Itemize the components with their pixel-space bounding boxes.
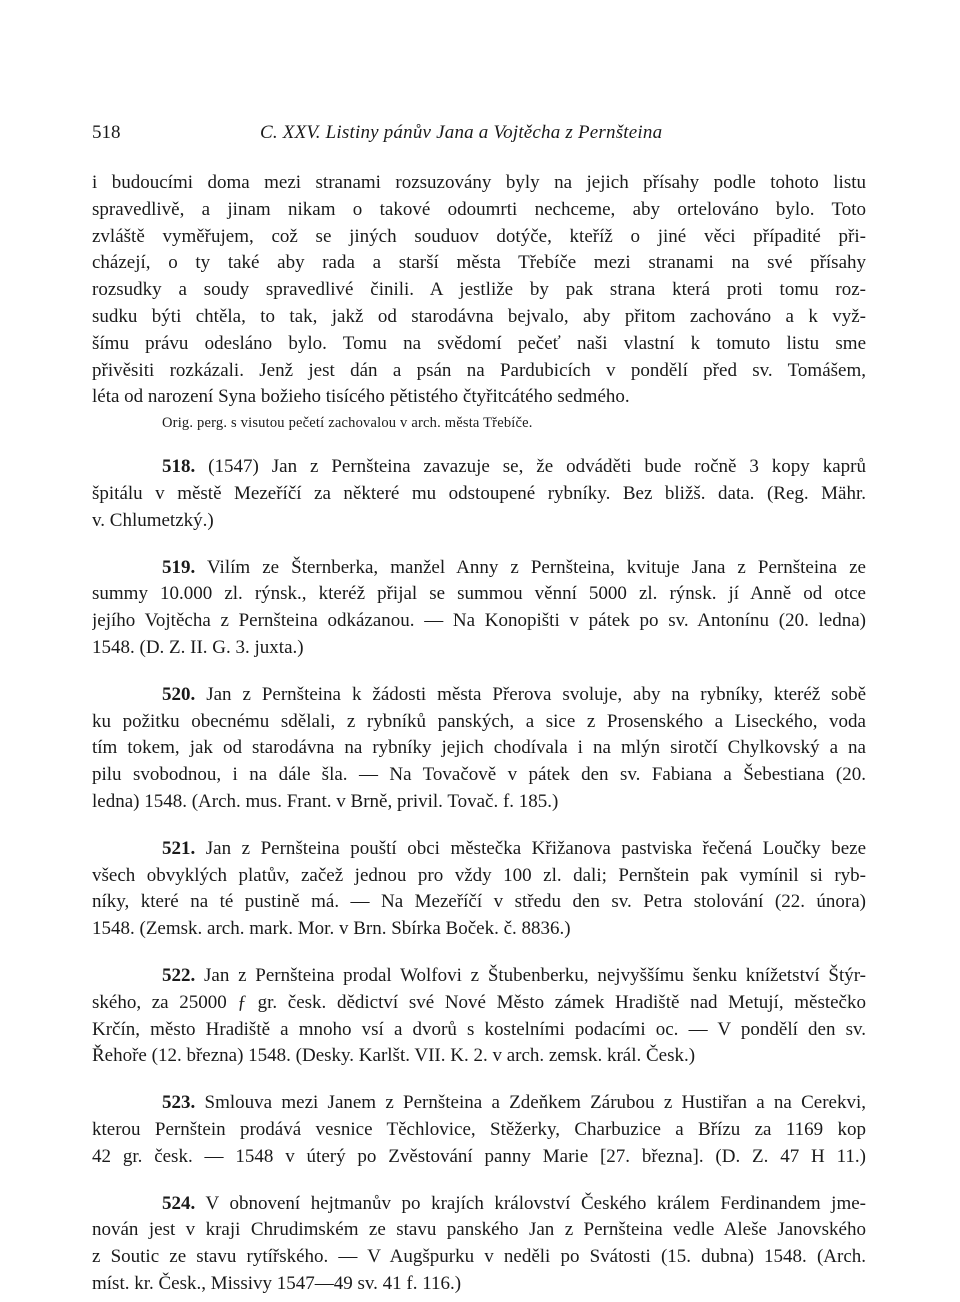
- entry-521: [92, 836, 866, 943]
- text-line: 42 gr. česk. — 1548 v úterý po Zvěstování panny Marie [27. března]. (D. Z. 47 H 11.): [92, 1145, 866, 1167]
- text-line: [92, 682, 866, 709]
- text-line: tím tokem, jak od starodávna na rybníky jejich chodívala i na mlýn sirotčí Chylkovský a na: [92, 737, 866, 759]
- text-line: pilu svobodnou, i na dále šla. — Na Tovačově v pátek den sv. Fabiana a Šebestiana (20.: [92, 764, 866, 786]
- text-line: Krčín, město Hradiště a mnoho vsí a dvorů s kostelními podacími oc. — V pondělí den sv.: [92, 1018, 866, 1040]
- text-line: [92, 836, 866, 863]
- text-line-content: Vilím ze Šternberka, manžel Anny z Pernšteina, kvituje Jana z Pernšteina ze: [206, 556, 866, 578]
- text-line: 1548. (Zemsk. arch. mark. Mor. v Brn. Sbírka Boček. č. 8836.): [92, 918, 571, 940]
- text-line: kterou Pernštein prodává vesnice Těchlovice, Stěžerky, Charbuzice a Břízu za 1169 kop: [92, 1118, 866, 1140]
- running-title: C. XXV. Listiny pánův Jana a Vojtěcha z Pernšteina: [260, 122, 663, 143]
- entry-number: 521.: [162, 837, 196, 859]
- text-line-content: Jan z Pernšteina pouští obci městečka Křižanova pastviska řečená Loučky beze: [205, 837, 866, 859]
- entry-number: 523.: [162, 1092, 196, 1114]
- text-line: [92, 1090, 866, 1117]
- text-line: ku požitku obecnému sdělali, z rybníků panských, a sice z Prosenského a Liseckého, voda: [92, 710, 866, 732]
- text-line: sudku býti chtěla, to tak, jakž od starodávna bejvalo, aby přitom zachováno a k vyž-: [92, 305, 866, 327]
- text-line: jejího Vojtěcha z Pernšteina odkázanou. — Na Konopišti v pátek po sv. Antonínu (20. ledna): [92, 610, 866, 632]
- text-line: [92, 1191, 866, 1218]
- text-line: ledna) 1548. (Arch. mus. Frant. v Brně, privil. Tovač. f. 185.): [92, 790, 559, 812]
- entry-519: [92, 555, 866, 662]
- text-line: míst. kr. Česk., Missivy 1547—49 sv. 41 f. 116.): [92, 1272, 462, 1294]
- text-line: summy 10.000 zl. rýnsk., kteréž přijal se summou věnní 5000 zl. rýnsk. jí Anně od otce: [92, 583, 866, 605]
- text-line: spravedlivě, a jinam nikam o takové odoumrti nechceme, aby ortelováno bylo. Toto: [92, 198, 866, 220]
- entry-524: [92, 1191, 866, 1298]
- text-line: z Soutic ze stavu rytířského. — V Augšpurku v neděli po Svátosti (15. dubna) 1548. (Arch.: [92, 1246, 866, 1268]
- text-line: v. Chlumetzký.): [92, 509, 214, 531]
- intro-paragraph: [92, 170, 866, 411]
- entry-number: 519.: [162, 556, 196, 578]
- text-line: Řehoře (12. března) 1548. (Desky. Karlšt. VII. K. 2. v arch. zemsk. král. Česk.): [92, 1045, 696, 1067]
- source-note: Orig. perg. s visutou pečetí zachovalou v arch. města Třebíče.: [162, 415, 533, 432]
- entry-520: [92, 682, 866, 816]
- text-line: šímu právu odesláno bylo. Tomu na svědomí pečeť naši vlastní k tomuto listu sme: [92, 332, 866, 354]
- text-line: všech obvyklých platův, začež jednou pro vždy 100 zl. dali; Pernštein pak vymínil si ryb-: [92, 864, 866, 886]
- text-line: [92, 963, 866, 990]
- text-line: ského, za 25000 ƒ gr. česk. dědictví své Nové Město zámek Hradiště nad Metují, městečko: [92, 991, 866, 1013]
- text-line-content: Smlouva mezi Janem z Pernšteina a Zdeňkem Zárubou z Hustiřan a na Cerekvi,: [204, 1092, 866, 1114]
- entry-number: 524.: [162, 1192, 196, 1214]
- text-line: 1548. (D. Z. II. G. 3. juxta.): [92, 636, 304, 658]
- text-line: i budoucími doma mezi stranami rozsuzovány byly na jejich přísahy podle tohoto listu: [92, 172, 866, 193]
- document-page: [92, 118, 866, 1298]
- text-line: [92, 454, 866, 481]
- text-line: zvláště vyměřujem, což se jiných souduov dotýče, kteříž o jiné věci případité při-: [92, 225, 866, 247]
- entry-number: 522.: [162, 964, 196, 986]
- text-line: cházejí, o ty také aby rada a starší města Třebíče mezi stranami na své přísahy: [92, 252, 866, 274]
- entry-523: [92, 1090, 866, 1170]
- entry-518: [92, 454, 866, 534]
- text-line-content: (1547) Jan z Pernšteina zavazuje se, že odváděti bude ročně 3 kopy kaprů: [208, 456, 866, 478]
- text-line: nován jest v kraji Chrudimském ze stavu panského Jan z Pernšteina vedle Aleše Janovského: [92, 1219, 866, 1241]
- text-line: špitálu v městě Mezeříčí za některé mu odstoupené rybníky. Bez bližš. data. (Reg. Mähr.: [92, 482, 866, 504]
- entry-522: [92, 963, 866, 1070]
- text-line: rozsudky a soudy spravedlivé činili. A jestliže by pak strana která proti tomu roz-: [92, 279, 866, 301]
- page-number: 518: [92, 122, 121, 143]
- text-line: léta od narození Syna božieho tisícého pětistého čtyřitcátého sedmého.: [92, 386, 630, 408]
- text-line-content: V obnovení hejtmanův po krajích království Českého králem Ferdinandem jme-: [205, 1192, 866, 1214]
- entry-number: 518.: [162, 456, 196, 478]
- text-line-content: Jan z Pernšteina prodal Wolfovi z Štubenberku, nejvyššímu šenku knížetství Štýr-: [204, 964, 866, 986]
- running-header: [92, 118, 866, 150]
- entry-number: 520.: [162, 683, 196, 705]
- text-line: přivěsiti rozkázali. Jenž jest dán a psán na Pardubicích v pondělí před sv. Tomášem,: [92, 359, 866, 381]
- text-line: níky, které na té pustině má. — Na Mezeříčí v středu den sv. Petra stolování (22. února): [92, 891, 866, 913]
- text-line: [92, 555, 866, 582]
- text-line-content: Jan z Pernšteina k žádosti města Přerova svoluje, aby na rybníky, kteréž sobě: [206, 683, 866, 705]
